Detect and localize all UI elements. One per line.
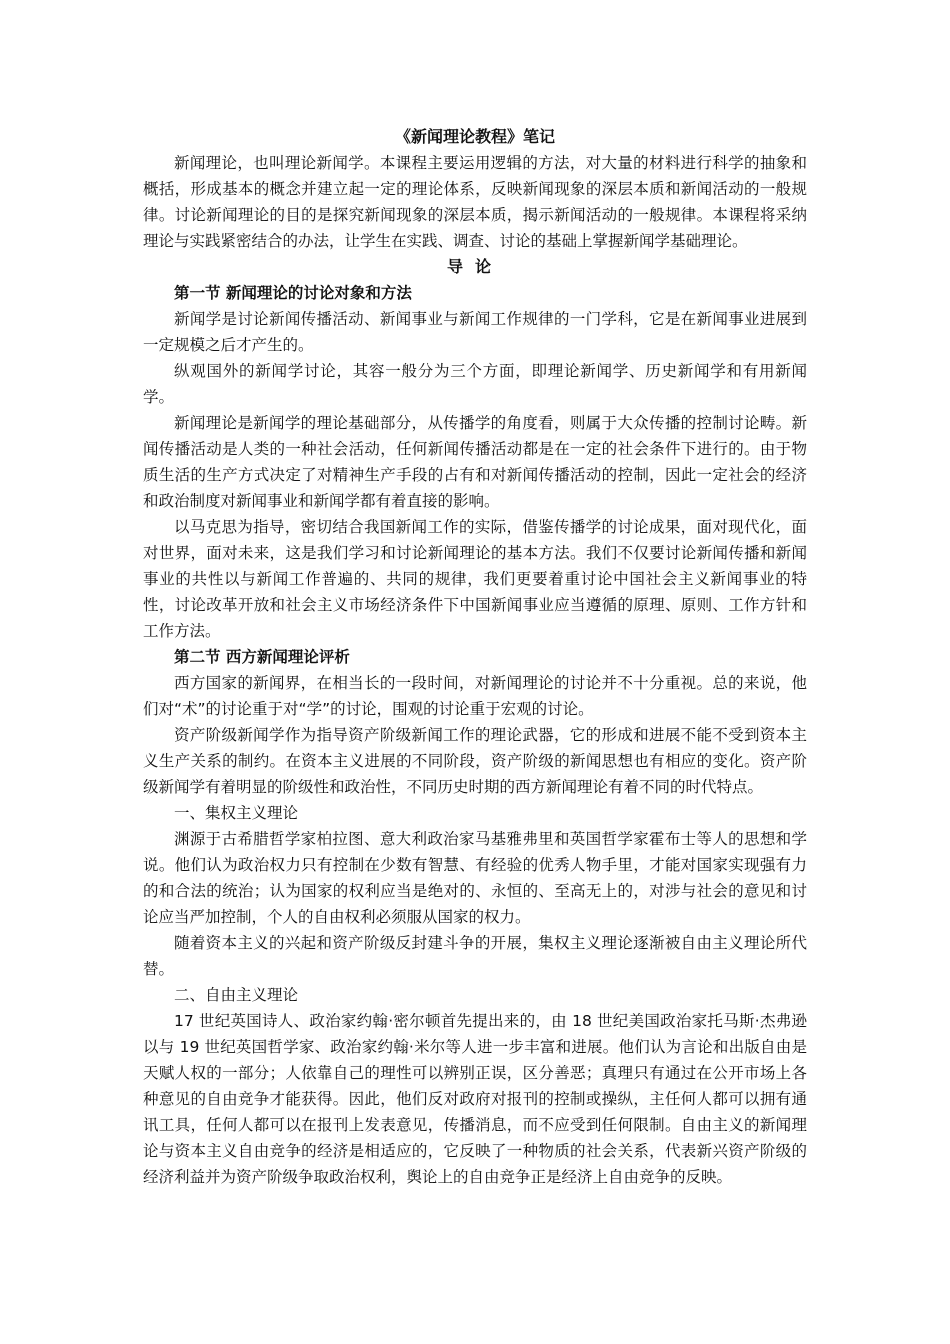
section-1-paragraph: 新闻理论是新闻学的理论基础部分，从传播学的角度看，则属于大众传播的控制讨论畴。新闻传播活动是人类的一种社会活动，任何新闻传播活动都是在一定的社会条件下进行的。由于物质生活的生产方式决定了对精神生产手段的占有和对新闻传播活动的控制，因此一定社会的经济和政治制度对新闻事业和新闻学都有着直接的影响。 xyxy=(143,414,807,510)
document-title: 《新闻理论教程》笔记 xyxy=(394,127,555,146)
subsection-1-paragraph: 随着资本主义的兴起和资产阶级反封建斗争的开展，集权主义理论逐渐被自由主义理论所代替。 xyxy=(143,934,807,978)
subsection-2-heading: 二、自由主义理论 xyxy=(174,986,299,1004)
section-1-paragraph: 新闻学是讨论新闻传播活动、新闻事业与新闻工作规律的一门学科，它是在新闻事业进展到一定规模之后才产生的。 xyxy=(143,310,807,354)
subsection-1-paragraph: 渊源于古希腊哲学家柏拉图、意大利政治家马基雅弗里和英国哲学家霍布士等人的思想和学说。他们认为政治权力只有控制在少数有智慧、有经验的优秀人物手里，才能对国家实现强有力的和合法的统治；认为国家的权利应当是绝对的、永恒的、至高无上的，对涉与社会的意见和讨论应当严加控制，个人的自由权利必须服从国家的权力。 xyxy=(143,830,807,926)
section-2-paragraph: 资产阶级新闻学作为指导资产阶级新闻工作的理论武器，它的形成和进展不能不受到资本主义生产关系的制约。在资本主义进展的不同阶段，资产阶级的新闻思想也有相应的变化。资产阶级新闻学有着明显的阶级性和政治性，不同历史时期的西方新闻理论有着不同的时代特点。 xyxy=(143,726,807,796)
section-1-paragraph: 以马克思为指导，密切结合我国新闻工作的实际，借鉴传播学的讨论成果，面对现代化，面对世界，面对未来，这是我们学习和讨论新闻理论的基本方法。我们不仅要讨论新闻传播和新闻事业的共性以与新闻工作普遍的、共同的规律，我们更要着重讨论中国社会主义新闻事业的特性，讨论改革开放和社会主义市场经济条件下中国新闻事业应当遵循的原理、原则、工作方针和工作方法。 xyxy=(143,518,807,640)
subsection-1-heading: 一、集权主义理论 xyxy=(174,804,299,822)
chapter-title: 导论 xyxy=(446,257,503,276)
section-2-paragraph: 西方国家的新闻界，在相当长的一段时间，对新闻理论的讨论并不十分重视。总的来说，他们对“术”的讨论重于对“学”的讨论，围观的讨论重于宏观的讨论。 xyxy=(143,674,807,718)
section-1-heading: 第一节 新闻理论的讨论对象和方法 xyxy=(174,284,412,302)
document-body xyxy=(143,124,807,1190)
intro-paragraph: 新闻理论，也叫理论新闻学。本课程主要运用逻辑的方法，对大量的材料进行科学的抽象和概括，形成基本的概念并建立起一定的理论体系，反映新闻现象的深层本质和新闻活动的一般规律。讨论新闻理论的目的是探究新闻现象的深层本质，揭示新闻活动的一般规律。本课程将采纳理论与实践紧密结合的办法，让学生在实践、调查、讨论的基础上掌握新闻学基础理论。 xyxy=(143,154,807,250)
subsection-2-paragraph: 17 世纪英国诗人、政治家约翰·密尔顿首先提出来的，由 18 世纪美国政治家托马斯·杰弗逊以与 19 世纪英国哲学家、政治家约翰·米尔等人进一步丰富和进展。他们认为言论和出版自由是天赋人权的一部分；人依靠自己的理性可以辨别正误，区分善恶；真理只有通过在公开市场上各种意见的自由竞争才能获得。因此，他们反对政府对报刊的控制或操纵，主任何人都可以拥有通讯工具，任何人都可以在报刊上发表意见，传播消息，而不应受到任何限制。自由主义的新闻理论与资本主义自由竞争的经济是相适应的，它反映了一种物质的社会关系，代表新兴资产阶级的经济利益并为资产阶级争取政治权利，舆论上的自由竞争正是经济上自由竞争的反映。 xyxy=(143,1012,807,1186)
section-1-paragraph: 纵观国外的新闻学讨论，其容一般分为三个方面，即理论新闻学、历史新闻学和有用新闻学。 xyxy=(143,362,807,406)
section-2-heading: 第二节 西方新闻理论评析 xyxy=(174,648,350,666)
